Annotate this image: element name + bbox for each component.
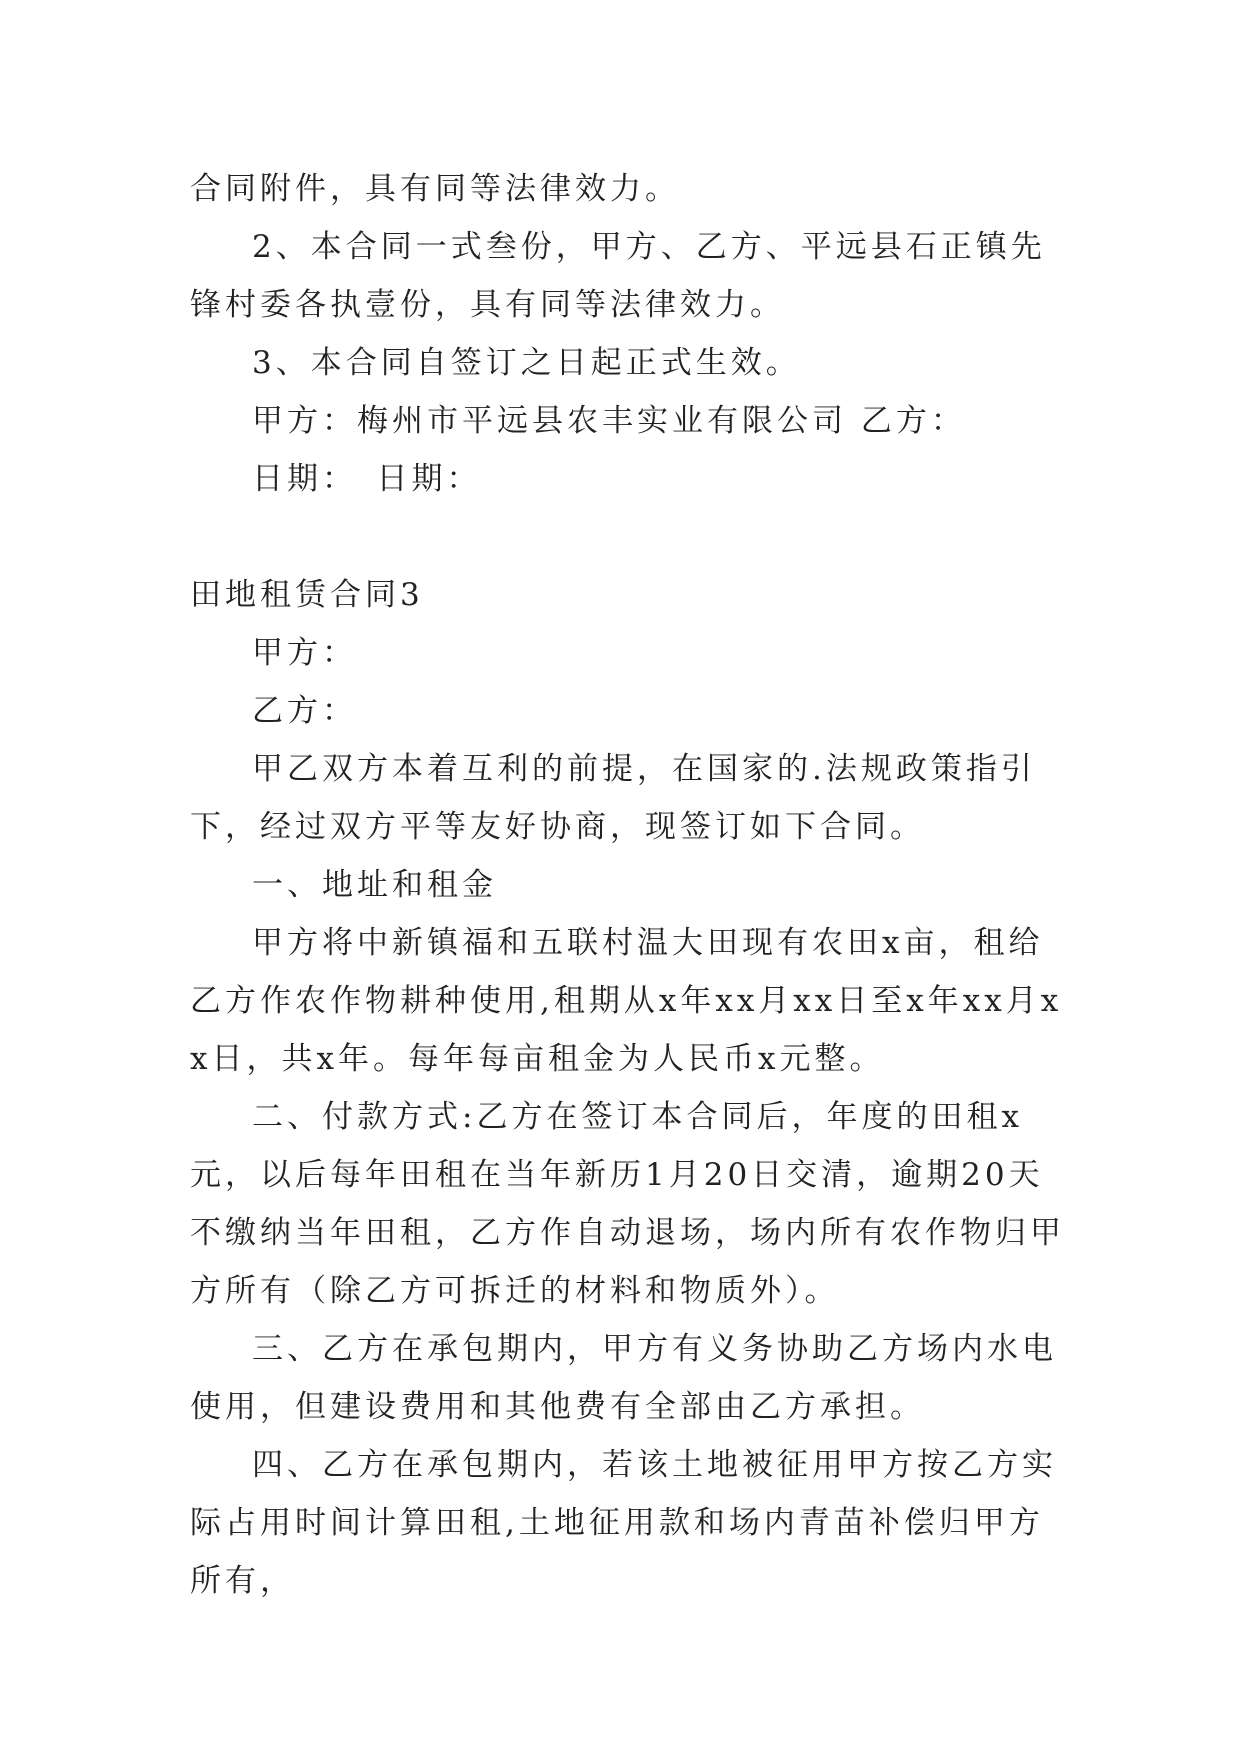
preamble-paragraph: 甲乙双方本着互利的前提，在国家的.法规政策指引下，经过双方平等友好协商，现签订如下合同。 [190,751,1036,845]
payment-paragraph: 二、付款方式:乙方在签订本合同后，年度的田租x元，以后每年田租在当年新历1月20日交清，逾期20天不缴纳当年田租，乙方作自动退场，场内所有农作物归甲方所有（除乙方可拆迁的材料和物质外）。 [190,1099,1065,1309]
utilities-paragraph: 三、乙方在承包期内，甲方有义务协助乙方场内水电使用，但建设费用和其他费有全部由乙方承担。 [190,1331,1057,1425]
expropriation-paragraph: 四、乙方在承包期内，若该土地被征用甲方按乙方实际占用时间计算田租,土地征用款和场内青苗补偿归甲方所有， [190,1447,1057,1599]
clause-copies: 2、本合同一式叁份，甲方、乙方、平远县石正镇先锋村委各执壹份，具有同等法律效力。 [190,229,1046,323]
document-body [190,160,1070,1610]
party-b-line: 乙方： [252,693,357,729]
party-a-line: 甲方： [252,635,357,671]
section-title: 田地租赁合同3 [190,577,424,613]
continuation-paragraph: 合同附件，具有同等法律效力。 [190,171,680,207]
section-gap [190,508,1070,566]
rent-paragraph: 甲方将中新镇福和五联村温大田现有农田x亩，租给乙方作农作物耕种使用,租期从x年xx月xx日至x年xx月xx日，共x年。每年每亩租金为人民币x元整。 [190,925,1063,1077]
date-line: 日期： 日期： [252,461,482,497]
clause-effective: 3、本合同自签订之日起正式生效。 [252,345,801,381]
heading-address-rent: 一、地址和租金 [252,867,497,903]
signature-line: 甲方：梅州市平远县农丰实业有限公司 乙方： [252,403,966,439]
